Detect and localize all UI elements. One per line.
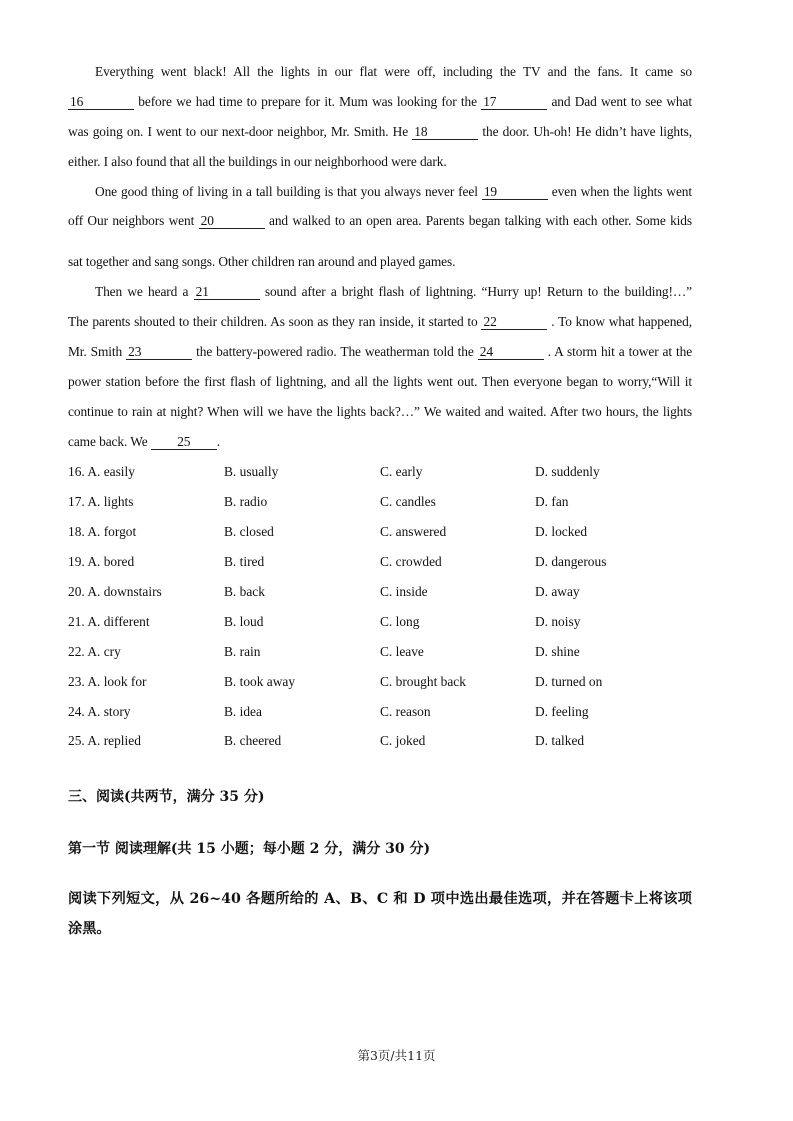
option-d: D. turned on: [535, 674, 603, 689]
option-a: 19. A. bored: [68, 554, 135, 569]
passage-line: [68, 254, 455, 270]
page-number: 第3页/共11页: [357, 1048, 436, 1063]
passage-text: power station before the first flash of lightning, and all the lights went out. Then everyone began to worry,“Will it: [68, 374, 692, 389]
passage-text: The parents shouted to their children. As soon as they ran inside, it started to: [68, 314, 478, 329]
reading-instruction: 阅读下列短文，从 26~40 各题所给的 A、B、C 和 D 项中选出最佳选项，并在答题卡上将该项涂黑。: [68, 891, 692, 937]
option-c: C. leave: [380, 644, 424, 659]
passage-text: even when the lights went: [551, 184, 692, 199]
passage-line: [68, 94, 692, 110]
option-b: B. rain: [224, 644, 261, 659]
blank-17: 17: [481, 95, 547, 110]
option-c: C. joked: [380, 733, 426, 748]
passage-text: Then we heard a: [95, 284, 189, 299]
passage-line: [68, 284, 692, 300]
passage-text: and Dad went to see what: [551, 94, 692, 109]
passage-line: [68, 64, 692, 80]
option-d: D. suddenly: [535, 464, 600, 479]
passage-text: came back. We: [68, 434, 148, 449]
option-c: C. long: [380, 614, 420, 629]
blank-24: 24: [478, 345, 544, 360]
passage-line: [68, 213, 692, 229]
blank-23: 23: [126, 345, 192, 360]
option-b: B. took away: [224, 674, 296, 689]
passage-text: One good thing of living in a tall building is that you always never feel: [95, 184, 478, 199]
option-b: B. loud: [224, 614, 264, 629]
option-d: D. away: [535, 584, 580, 599]
blank-16: 16: [68, 95, 134, 110]
blank-19: 19: [482, 185, 548, 200]
passage-text: Mr. Smith: [68, 344, 123, 359]
option-d: D. feeling: [535, 704, 589, 719]
option-a: 20. A. downstairs: [68, 584, 162, 599]
option-a: 25. A. replied: [68, 733, 141, 748]
option-a: 23. A. look for: [68, 674, 147, 689]
blank-25: 25: [151, 435, 217, 450]
passage-text: the battery-powered radio. The weatherman told the: [196, 344, 474, 359]
option-c: C. early: [380, 464, 423, 479]
option-b: B. cheered: [224, 733, 282, 748]
option-a: 24. A. story: [68, 704, 131, 719]
passage-text: Everything went black! All the lights in our flat were off, including the TV and the fans. It came so: [95, 64, 692, 79]
blank-20: 20: [199, 214, 265, 229]
option-c: C. answered: [380, 524, 447, 539]
passage-text: and walked to an open area. Parents began talking with each other. Some kids: [268, 213, 693, 228]
option-a: 16. A. easily: [68, 464, 135, 479]
option-b: B. tired: [224, 554, 265, 569]
option-c: C. reason: [380, 704, 431, 719]
option-d: D. talked: [535, 733, 585, 748]
option-c: C. brought back: [380, 674, 466, 689]
option-a: 21. A. different: [68, 614, 150, 629]
option-c: C. inside: [380, 584, 428, 599]
passage-text: either. I also found that all the buildings in our neighborhood were dark.: [68, 154, 447, 169]
option-d: D. fan: [535, 494, 569, 509]
section-heading: 三、阅读(共两节，满分 35 分): [68, 789, 265, 805]
option-d: D. noisy: [535, 614, 581, 629]
option-a: 18. A. forgot: [68, 524, 137, 539]
passage-text: off Our neighbors went: [68, 213, 195, 228]
option-c: C. crowded: [380, 554, 442, 569]
passage-line: [68, 404, 692, 420]
passage-line: [68, 184, 692, 200]
passage-text: .: [216, 434, 221, 449]
passage-line: [68, 124, 692, 140]
passage-text: sound after a bright flash of lightning. “Hurry up! Return to the building!…”: [264, 284, 693, 299]
blank-21: 21: [194, 285, 260, 300]
passage-line: [68, 434, 220, 450]
passage-line: [68, 154, 447, 170]
passage-text: sat together and sang songs. Other children ran around and played games.: [68, 254, 456, 269]
passage-text: continue to rain at night? When will we have the lights back?…” We waited and waited. After two hours, the lights: [68, 404, 692, 419]
passage-text: . A storm hit a tower at the: [547, 344, 693, 359]
option-b: B. closed: [224, 524, 274, 539]
passage-text: . To know what happened,: [551, 314, 692, 329]
option-c: C. candles: [380, 494, 436, 509]
option-d: D. dangerous: [535, 554, 607, 569]
option-b: B. back: [224, 584, 265, 599]
blank-18: 18: [412, 125, 478, 140]
option-a: 22. A. cry: [68, 644, 121, 659]
option-b: B. idea: [224, 704, 262, 719]
option-b: B. usually: [224, 464, 279, 479]
blank-22: 22: [481, 315, 547, 330]
passage-text: was going on. I went to our next-door neighbor, Mr. Smith. He: [68, 124, 409, 139]
option-d: D. shine: [535, 644, 580, 659]
passage-text: the door. Uh-oh! He didn’t have lights,: [482, 124, 693, 139]
option-a: 17. A. lights: [68, 494, 134, 509]
passage-line: [68, 374, 692, 390]
option-b: B. radio: [224, 494, 268, 509]
passage-line: [68, 314, 692, 330]
option-d: D. locked: [535, 524, 588, 539]
subsection-heading: 第一节 阅读理解(共 15 小题；每小题 2 分，满分 30 分): [68, 841, 431, 857]
passage-line: [68, 344, 692, 360]
passage-text: before we had time to prepare for it. Mum was looking for the: [138, 94, 477, 109]
